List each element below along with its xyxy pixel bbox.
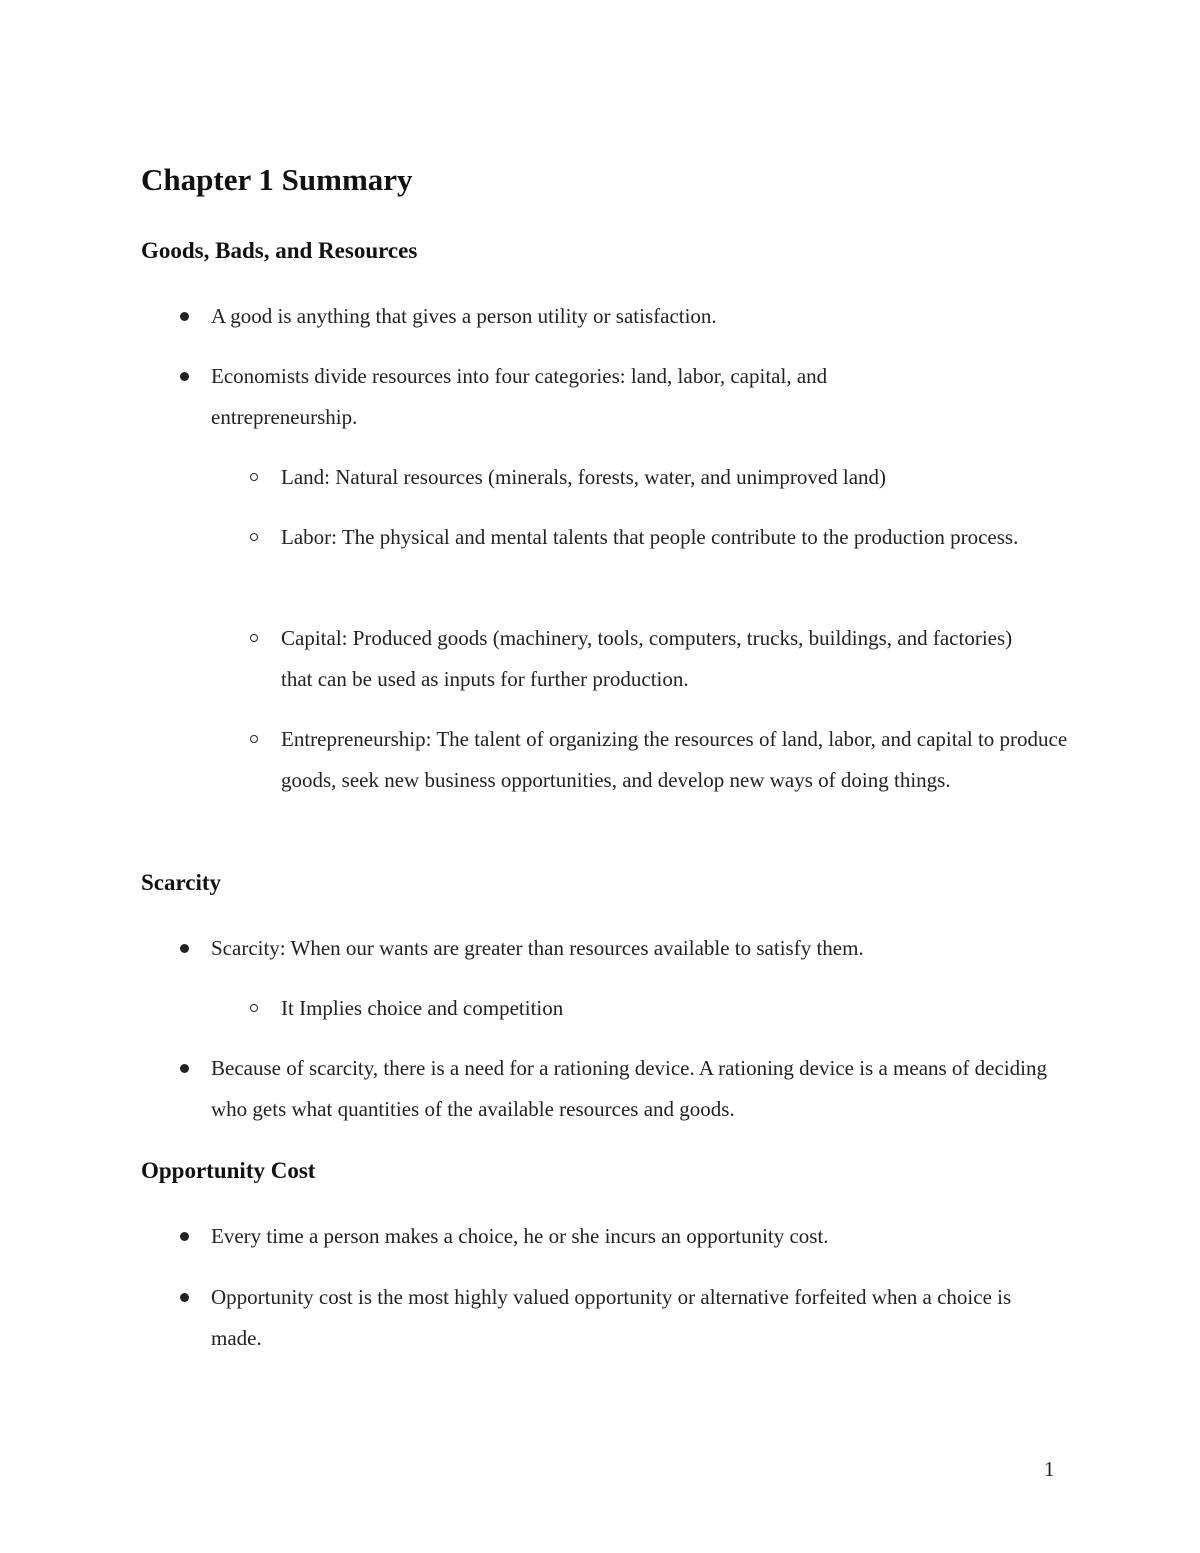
section-heading-opportunity-cost: Opportunity Cost (141, 1158, 316, 1183)
list-item-scarcity-definition: Scarcity: When our wants are greater than resources available to satisfy them. (211, 936, 864, 960)
sub-item-labor: Labor: The physical and mental talents that people contribute to the production process. (281, 525, 1019, 549)
sub-item-capital: Capital: Produced goods (machinery, tools, computers, trucks, buildings, and factories) that can be used as inputs for further production. (281, 626, 1013, 691)
hollow-bullet-icon (247, 719, 261, 760)
section-heading-goods: Goods, Bads, and Resources (141, 238, 418, 263)
hollow-bullet-icon (247, 988, 261, 1029)
bullet-icon (177, 928, 191, 969)
list-item-resource-categories: Economists divide resources into four categories: land, labor, capital, and entrepreneurship. (211, 364, 828, 429)
bullet-icon (177, 296, 191, 337)
document-title: Chapter 1 Summary (141, 162, 413, 197)
sub-item-choice-competition: It Implies choice and competition (281, 996, 564, 1020)
sub-item-entrepreneurship: Entrepreneurship: The talent of organizing the resources of land, labor, and capital to produce goods, seek new business opportunities, and develop new ways of doing things. (281, 727, 1068, 792)
section-heading-scarcity: Scarcity (141, 870, 222, 895)
bullet-icon (177, 1216, 191, 1257)
sub-item-land: Land: Natural resources (minerals, forests, water, and unimproved land) (281, 465, 887, 489)
bullet-icon (177, 1048, 191, 1089)
hollow-bullet-icon (247, 517, 261, 558)
list-item-rationing-device: Because of scarcity, there is a need for a rationing device. A rationing device is a means of deciding who gets what quantities of the available resources and goods. (211, 1056, 1047, 1121)
list-item-good-definition: A good is anything that gives a person utility or satisfaction. (211, 304, 717, 328)
hollow-bullet-icon (247, 618, 261, 659)
bullet-icon (177, 356, 191, 397)
bullet-icon (177, 1277, 191, 1318)
list-item-opportunity-cost-choice: Every time a person makes a choice, he or she incurs an opportunity cost. (211, 1224, 829, 1248)
hollow-bullet-icon (247, 457, 261, 498)
page-number: 1 (1044, 1457, 1055, 1481)
list-item-opportunity-cost-definition: Opportunity cost is the most highly valued opportunity or alternative forfeited when a choice is made. (211, 1285, 1012, 1350)
